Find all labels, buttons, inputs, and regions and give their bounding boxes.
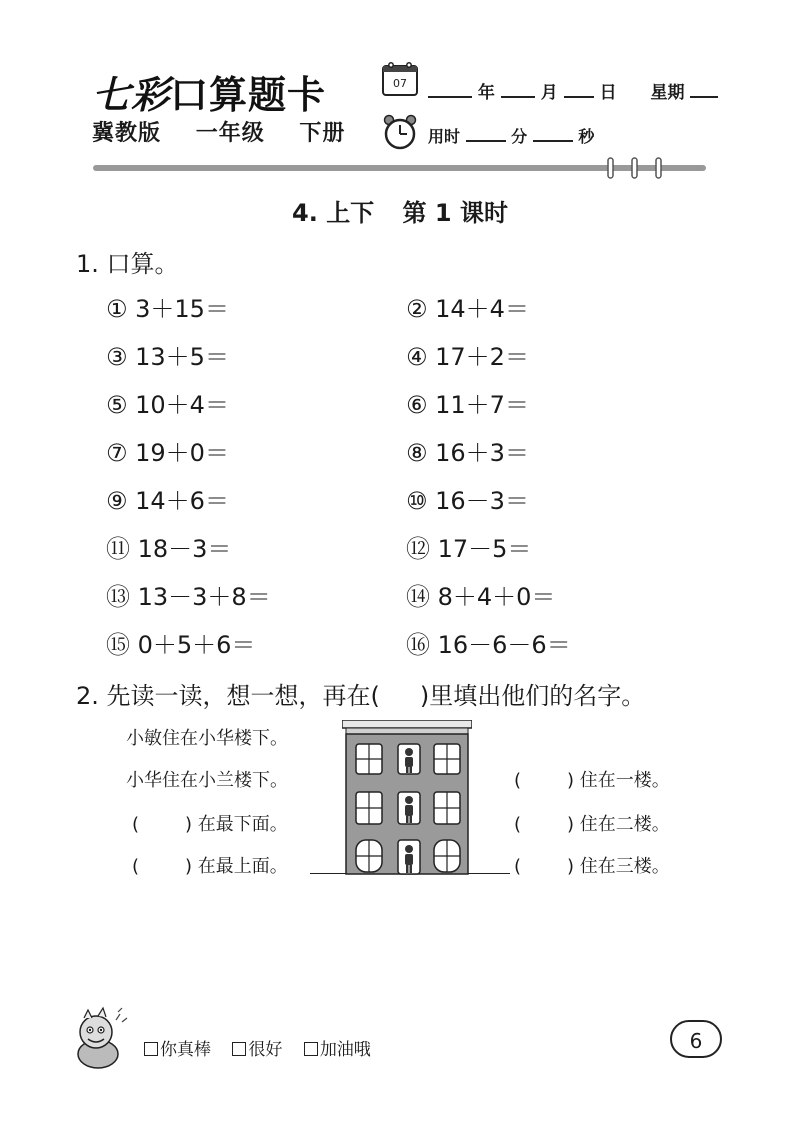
edition-line bbox=[92, 116, 371, 147]
edition-publisher: 冀教版 bbox=[92, 121, 162, 146]
problem-6: ⑥ 11＋7＝ bbox=[406, 391, 529, 419]
problem-12: ⑫ 17－5＝ bbox=[406, 535, 532, 563]
month-label: 月 bbox=[540, 83, 558, 103]
rating-good-checkbox[interactable] bbox=[232, 1042, 246, 1056]
question1-heading: 1. 口算。 bbox=[76, 250, 179, 278]
seconds-label: 秒 bbox=[578, 127, 595, 146]
clue-1: 小敏住在小华楼下。 bbox=[126, 728, 288, 749]
page-number: 6 bbox=[670, 1020, 722, 1058]
minutes-blank[interactable] bbox=[466, 126, 506, 142]
lesson-title bbox=[0, 193, 800, 228]
answer-bottom-resident: ( ) 在最下面。 bbox=[132, 814, 288, 835]
answer-floor-3: ( ) 住在三楼。 bbox=[514, 856, 670, 877]
answer-floor-2: ( ) 住在二楼。 bbox=[514, 814, 670, 835]
time-used-label: 用时 bbox=[428, 127, 461, 146]
calendar-day-text: 07 bbox=[393, 77, 407, 90]
lesson-session: 第 1 课时 bbox=[402, 199, 508, 227]
problem-2: ② 14＋4＝ bbox=[406, 295, 529, 323]
alarm-clock-icon bbox=[382, 114, 418, 150]
year-label: 年 bbox=[477, 83, 495, 103]
answer-top-resident: ( ) 在最上面。 bbox=[132, 856, 288, 877]
self-rating-options bbox=[144, 1035, 387, 1060]
rating-keep-trying[interactable]: 加油哦 bbox=[304, 1040, 371, 1060]
problem-13: ⑬ 13－3＋8＝ bbox=[106, 583, 271, 611]
rating-excellent-checkbox[interactable] bbox=[144, 1042, 158, 1056]
binder-rings-icon bbox=[600, 156, 670, 182]
year-blank[interactable] bbox=[428, 82, 472, 98]
date-fill-line bbox=[428, 78, 718, 103]
weekday-blank[interactable] bbox=[690, 82, 718, 98]
minutes-label: 分 bbox=[511, 127, 528, 146]
problem-9: ⑨ 14＋6＝ bbox=[106, 487, 229, 515]
day-label: 日 bbox=[599, 83, 617, 103]
cartoon-mascot-icon bbox=[70, 1006, 132, 1070]
problem-14: ⑭ 8＋4＋0＝ bbox=[406, 583, 556, 611]
question2-heading bbox=[76, 676, 645, 711]
problem-5: ⑤ 10＋4＝ bbox=[106, 391, 229, 419]
month-blank[interactable] bbox=[501, 82, 535, 98]
edition-volume: 下册 bbox=[299, 121, 346, 146]
problem-8: ⑧ 16＋3＝ bbox=[406, 439, 529, 467]
brand-title-part2: 口算题卡 bbox=[170, 72, 327, 117]
question2-heading-end: )里填出他们的名字。 bbox=[419, 682, 646, 710]
calendar-icon bbox=[382, 62, 418, 96]
time-fill-line bbox=[428, 124, 594, 147]
brand-title bbox=[92, 64, 326, 119]
problem-11: ⑪ 18－3＝ bbox=[106, 535, 232, 563]
weekday-label: 星期 bbox=[650, 83, 685, 103]
three-story-building-illustration bbox=[342, 720, 472, 875]
brand-title-part1: 七彩 bbox=[92, 72, 171, 117]
seconds-blank[interactable] bbox=[533, 126, 573, 142]
rating-keep-trying-checkbox[interactable] bbox=[304, 1042, 318, 1056]
rating-good[interactable]: 很好 bbox=[232, 1040, 282, 1060]
problem-7: ⑦ 19＋0＝ bbox=[106, 439, 229, 467]
problem-10: ⑩ 16－3＝ bbox=[406, 487, 529, 515]
answer-floor-1: ( ) 住在一楼。 bbox=[514, 770, 670, 791]
edition-grade: 一年级 bbox=[195, 121, 265, 146]
clue-2: 小华住在小兰楼下。 bbox=[126, 770, 288, 791]
problem-4: ④ 17＋2＝ bbox=[406, 343, 529, 371]
rating-excellent[interactable]: 你真棒 bbox=[144, 1040, 211, 1060]
problem-3: ③ 13＋5＝ bbox=[106, 343, 229, 371]
lesson-chapter: 4. 上下 bbox=[292, 199, 375, 227]
day-blank[interactable] bbox=[564, 82, 594, 98]
question2-heading-start: 2. 先读一读，想一想，再在( bbox=[76, 682, 380, 710]
problem-1: ① 3＋15＝ bbox=[106, 295, 229, 323]
problem-16: ⑯ 16－6－6＝ bbox=[406, 631, 571, 659]
problem-15: ⑮ 0＋5＋6＝ bbox=[106, 631, 256, 659]
